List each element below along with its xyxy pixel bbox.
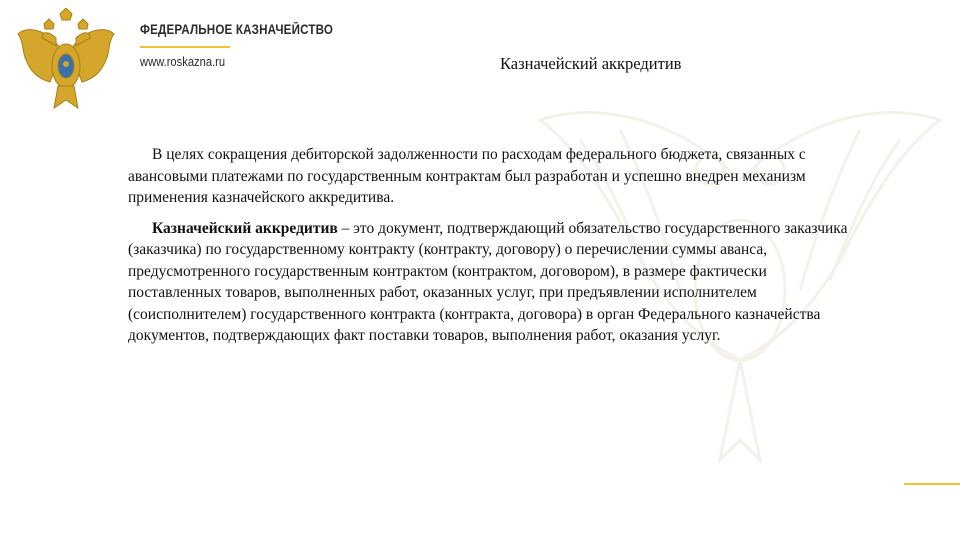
slide-title: Казначейский аккредитив: [500, 54, 682, 73]
slide-body: [128, 144, 848, 356]
double-headed-eagle-icon: [16, 8, 116, 118]
paragraph-2-text: – это документ, подтверждающий обязательство государственного заказчика (заказчика) по государственному контракту (контракту, договору) о перечислении суммы аванса, предусмотренного государственным контрактом (контрактом, договором), в размере фактически поставленных товаров, выполненных работ, оказанных услуг, при предъявлении исполнителем (соисполнителем) государственного контракта (контракта, договора) в орган Федерального казначейства документов, подтверждающих факт поставки товаров, выполнения работ, оказания услуг.: [128, 219, 848, 344]
paragraph-2: [128, 218, 848, 347]
accent-line: [904, 483, 960, 485]
org-name: ФЕДЕРАЛЬНОЕ КАЗНАЧЕЙСТВО: [140, 22, 334, 37]
term-highlight: Казначейский аккредитив: [152, 219, 338, 237]
org-divider: [140, 46, 230, 48]
paragraph-1: В целях сокращения дебиторской задолженности по расходам федерального бюджета, связанных с авансовыми платежами по государственным контрактам был разработан и успешно внедрен механизм применения казначейского аккредитива.: [128, 146, 806, 206]
org-website: www.roskazna.ru: [140, 54, 226, 69]
